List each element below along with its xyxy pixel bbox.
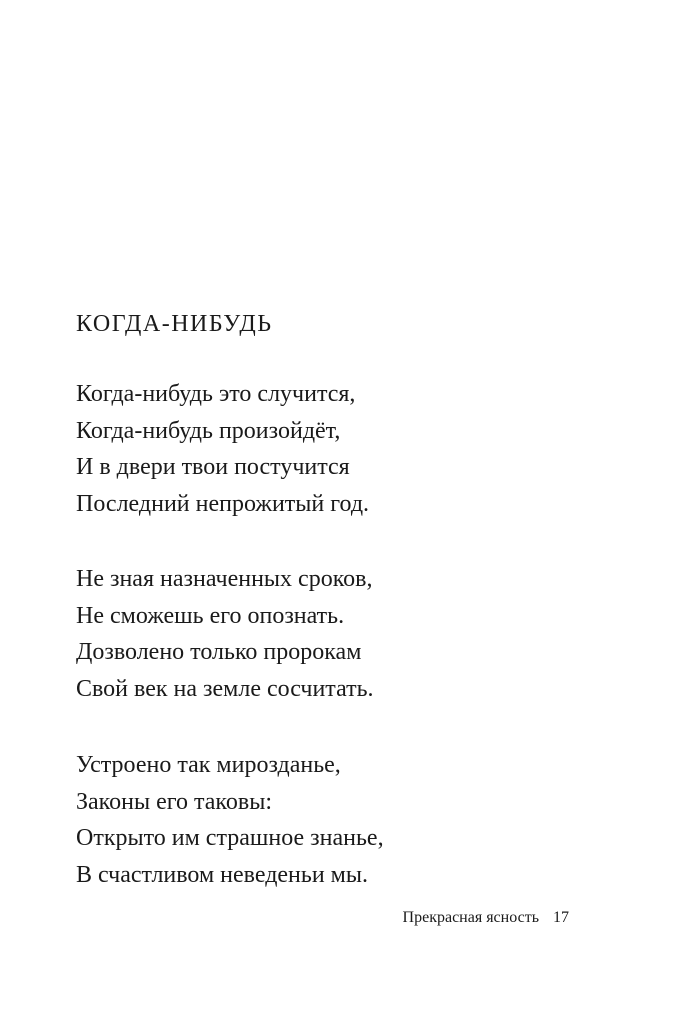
- poem-line: Открыто им страшное знанье,: [76, 825, 384, 851]
- poem-line: Не зная назначенных сроков,: [76, 566, 373, 592]
- stanza-3: [76, 747, 384, 893]
- poem-line: Когда-нибудь это случится,: [76, 381, 356, 407]
- page-footer: [403, 906, 569, 930]
- stanza-1: [76, 376, 369, 522]
- poem-line: И в двери твои постучится: [76, 454, 350, 480]
- poem-title: КОГДА-НИБУДЬ: [76, 311, 273, 337]
- poem-line: Законы его таковы:: [76, 788, 272, 815]
- page-number: 17: [553, 909, 569, 926]
- poem-line: В счастливом неведеньи мы.: [76, 861, 368, 888]
- poem-line: Когда-нибудь произойдёт,: [76, 417, 341, 444]
- poem-line: Последний непрожитый год.: [76, 490, 370, 517]
- poem-line: Свой век на земле сосчитать.: [76, 675, 374, 702]
- stanza-2: [76, 561, 374, 707]
- poem-line: Устроено так мирозданье,: [76, 752, 341, 778]
- running-footer-book-title: Прекрасная ясность: [402, 909, 539, 926]
- poem-line: Не сможешь его опознать.: [76, 602, 345, 629]
- poem-line: Дозволено только пророкам: [76, 639, 362, 665]
